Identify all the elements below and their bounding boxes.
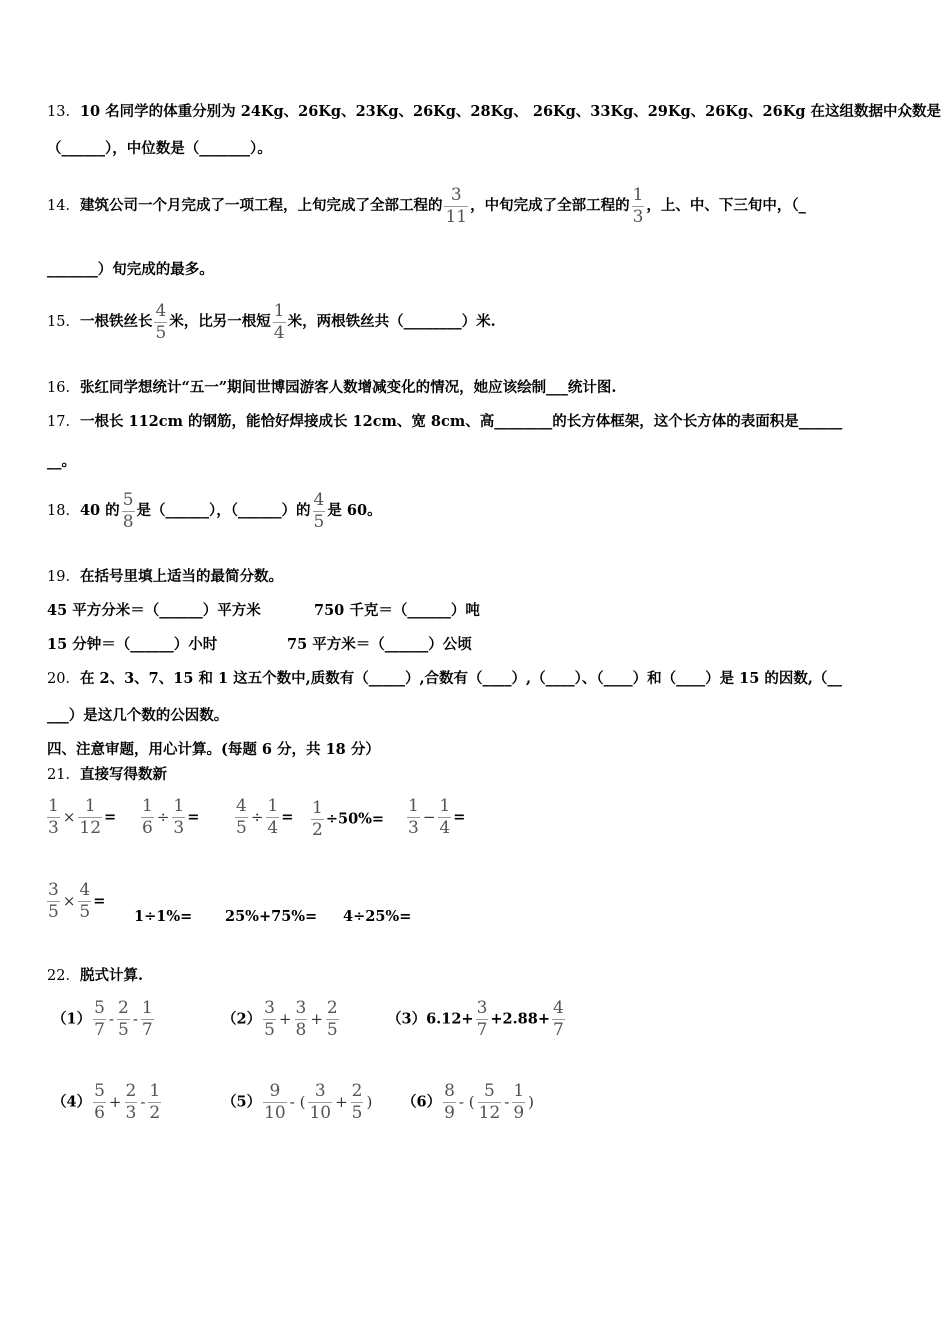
denominator: 3 [173, 818, 185, 838]
expression-6 [45, 882, 105, 921]
operator: - [132, 1009, 138, 1028]
numerator: 3 [476, 998, 488, 1018]
fraction [311, 800, 324, 839]
question-13 [47, 102, 941, 122]
denominator: 4 [267, 818, 279, 838]
question-number: 18． [47, 503, 80, 519]
numerator: 2 [326, 998, 338, 1018]
operator: ÷ [250, 807, 264, 826]
fraction [308, 1083, 332, 1122]
problem-label: （3）6.12+ [387, 1010, 474, 1028]
numerator: 1 [632, 184, 644, 205]
operator: − [422, 807, 436, 826]
fraction [326, 1000, 339, 1039]
close-paren: ) [366, 1092, 373, 1111]
question-text: 40 的 [79, 502, 120, 519]
equals: = [281, 808, 294, 826]
numerator: 9 [269, 1081, 281, 1101]
denominator: 7 [553, 1020, 564, 1040]
fraction [47, 882, 60, 921]
numerator: 1 [142, 796, 153, 816]
fraction [122, 489, 135, 532]
expression-1 [45, 798, 116, 837]
numerator: 8 [444, 1081, 455, 1101]
question-13-line2: （______），中位数是（_______）。 [47, 140, 272, 157]
fraction [512, 1083, 525, 1122]
numerator: 4 [155, 300, 167, 321]
numerator: 5 [94, 998, 105, 1018]
fraction [125, 1083, 138, 1122]
expression-8: 25%+75%= [225, 908, 318, 925]
equals: = [104, 808, 117, 826]
close-paren: ) [528, 1092, 535, 1111]
fraction [295, 1000, 308, 1039]
problem-label: （5） [222, 1093, 262, 1111]
problem-6 [402, 1083, 535, 1122]
fraction [172, 798, 185, 837]
numerator: 5 [94, 1081, 105, 1101]
numerator: 3 [450, 184, 462, 205]
fraction [476, 1000, 489, 1039]
denominator: 8 [295, 1020, 307, 1040]
denominator: 9 [444, 1103, 455, 1123]
fraction [313, 489, 326, 532]
expression-3 [233, 798, 293, 837]
denominator: 5 [264, 1020, 275, 1040]
question-text: 建筑公司一个月完成了一项工程，上旬完成了全部工程的 [79, 197, 443, 214]
question-number: 19． [47, 569, 80, 585]
operator: + [108, 1092, 122, 1111]
numerator: 2 [118, 998, 129, 1018]
operator: + [278, 1009, 292, 1028]
denominator: 11 [445, 206, 468, 227]
fraction [93, 1083, 106, 1122]
problem-label: （1） [52, 1010, 92, 1028]
problem-label: （4） [52, 1093, 92, 1111]
fraction [141, 1000, 154, 1039]
fraction [407, 798, 420, 837]
fraction [148, 1083, 161, 1122]
expression-2 [139, 798, 199, 837]
numerator: 4 [79, 880, 91, 900]
fraction [351, 1083, 364, 1122]
question-text: 脱式计算. [79, 967, 144, 984]
numerator: 1 [267, 796, 279, 816]
numerator: 2 [125, 1081, 137, 1101]
equals: = [187, 808, 200, 826]
problem-4 [52, 1083, 163, 1122]
denominator: 9 [513, 1103, 525, 1123]
question-22 [47, 966, 143, 986]
expression-7: 1÷1%= [134, 908, 193, 925]
question-15 [47, 292, 496, 352]
numerator: 3 [48, 880, 59, 900]
denominator: 7 [141, 1020, 153, 1040]
question-text: 直接写得数新 [79, 766, 167, 783]
numerator: 5 [122, 489, 134, 510]
fraction [78, 882, 91, 921]
denominator: 5 [313, 511, 325, 532]
fraction [47, 798, 60, 837]
problem-2 [222, 1000, 341, 1039]
question-text: ，中旬完成了全部工程的 [470, 197, 630, 214]
question-text: 一根铁丝长 [79, 313, 153, 330]
denominator: 5 [118, 1020, 129, 1040]
numerator: 3 [295, 998, 307, 1018]
question-text: 张红同学想统计“五一”期间世博园游客人数增减变化的情况，她应该绘制___统计图. [79, 379, 617, 396]
operator: - ( [289, 1092, 306, 1111]
fraction [78, 798, 102, 837]
question-text: 在 2、3、7、15 和 1 这五个数中,质数有（_____）,合数有（____）,（____）、（____）和（____）是 15 的因数,（__ [79, 670, 842, 687]
operator: - [140, 1092, 146, 1111]
denominator: 3 [125, 1103, 137, 1123]
numerator: 4 [236, 796, 247, 816]
question-text: 一根长 112cm 的钢筋，能恰好焊接成长 12cm、宽 8cm、高________的长方体框架，这个长方体的表面积是______ [79, 413, 843, 430]
question-number: 21． [47, 767, 80, 783]
problem-3 [387, 1000, 567, 1039]
denominator: 2 [149, 1103, 161, 1123]
operator: × [62, 891, 76, 910]
question-16 [47, 378, 616, 398]
numerator: 5 [484, 1081, 495, 1101]
q19-item-a: 45 平方分米＝（______）平方米 [47, 602, 261, 619]
numerator: 1 [141, 998, 153, 1018]
question-text: 米，两根铁丝共（________）米. [287, 313, 496, 330]
question-number: 15． [47, 314, 80, 330]
question-19 [47, 567, 283, 587]
operator: ÷ [156, 807, 170, 826]
denominator: 3 [408, 818, 419, 838]
operator: - [108, 1009, 114, 1028]
expression-4 [309, 800, 384, 839]
question-text: 是 60。 [327, 502, 382, 519]
fraction [154, 300, 167, 343]
denominator: 5 [48, 902, 59, 922]
numerator: 2 [351, 1081, 363, 1101]
numerator: 1 [312, 798, 323, 818]
expression-5 [405, 798, 465, 837]
problem-label: （2） [222, 1010, 262, 1028]
question-text: 是（______），（______）的 [136, 502, 311, 519]
operator: - [504, 1092, 510, 1111]
question-17-line2: __。 [47, 453, 76, 470]
question-20 [47, 669, 842, 689]
question-number: 14． [47, 198, 80, 214]
question-text: 10 名同学的体重分别为 24Kg、26Kg、23Kg、26Kg、28Kg、 26Kg、33Kg、29Kg、26Kg、26Kg 在这组数据中众数是 [79, 103, 942, 120]
fraction [117, 1000, 130, 1039]
question-number: 17． [47, 414, 80, 430]
numerator: 1 [439, 796, 451, 816]
denominator: 8 [122, 511, 134, 532]
expression-tail: ÷50%= [325, 810, 385, 828]
denominator: 7 [476, 1020, 488, 1040]
q19-item-c: 15 分钟＝（______）小时 [47, 636, 218, 653]
expression-9: 4÷25%= [343, 908, 412, 925]
numerator: 1 [513, 1081, 525, 1101]
problem-5 [222, 1083, 373, 1122]
numerator: 1 [173, 796, 185, 816]
denominator: 3 [48, 818, 59, 838]
denominator: 5 [351, 1103, 363, 1123]
fraction [443, 1083, 456, 1122]
equals: = [93, 892, 106, 910]
equals: = [453, 808, 466, 826]
section-heading: 四、注意审题，用心计算。(每题 6 分，共 18 分） [47, 741, 380, 758]
denominator: 10 [309, 1103, 332, 1123]
denominator: 12 [79, 818, 102, 838]
numerator: 1 [84, 796, 96, 816]
question-14-line2: _______）旬完成的最多。 [47, 261, 214, 278]
question-text: 在括号里填上适当的最简分数。 [79, 568, 283, 585]
expression-middle: +2.88+ [490, 1010, 551, 1028]
fraction [266, 798, 279, 837]
fraction [273, 300, 286, 343]
fraction [235, 798, 248, 837]
operator: - ( [458, 1092, 475, 1111]
numerator: 1 [273, 300, 285, 321]
denominator: 5 [155, 322, 167, 343]
numerator: 1 [408, 796, 419, 816]
fraction [632, 184, 645, 227]
numerator: 3 [314, 1081, 326, 1101]
problem-1 [52, 1000, 156, 1039]
denominator: 5 [326, 1020, 338, 1040]
denominator: 4 [273, 322, 285, 343]
fraction [93, 1000, 106, 1039]
question-14 [47, 176, 806, 236]
question-20-line2: ___）是这几个数的公因数。 [47, 707, 229, 724]
fraction [552, 1000, 565, 1039]
q19-item-d: 75 平方米＝（______）公顷 [287, 636, 472, 653]
operator: + [335, 1092, 348, 1111]
q19-item-b: 750 千克＝（______）吨 [314, 602, 480, 619]
question-21 [47, 765, 167, 785]
problem-label: （6） [402, 1093, 442, 1111]
numerator: 3 [264, 998, 275, 1018]
fraction [444, 184, 468, 227]
denominator: 2 [312, 820, 323, 840]
operator: × [62, 807, 76, 826]
numerator: 4 [553, 998, 564, 1018]
question-number: 20． [47, 671, 80, 687]
question-text: ，上、中、下三旬中，（_ [646, 197, 806, 214]
numerator: 1 [48, 796, 59, 816]
numerator: 1 [149, 1081, 161, 1101]
denominator: 3 [632, 206, 644, 227]
fraction [478, 1083, 502, 1122]
fraction [263, 1000, 276, 1039]
question-text: 米，比另一根短 [169, 313, 271, 330]
denominator: 6 [142, 818, 153, 838]
denominator: 5 [79, 902, 91, 922]
question-number: 16． [47, 380, 80, 396]
numerator: 4 [313, 489, 325, 510]
denominator: 4 [439, 818, 451, 838]
question-number: 22． [47, 968, 80, 984]
question-number: 13． [47, 104, 80, 120]
operator: + [310, 1009, 323, 1028]
question-18 [47, 481, 382, 541]
fraction [438, 798, 451, 837]
denominator: 6 [94, 1103, 105, 1123]
denominator: 5 [236, 818, 247, 838]
denominator: 12 [478, 1103, 501, 1123]
denominator: 7 [94, 1020, 105, 1040]
question-17 [47, 412, 842, 432]
fraction [141, 798, 154, 837]
fraction [263, 1083, 287, 1122]
denominator: 10 [264, 1103, 286, 1123]
